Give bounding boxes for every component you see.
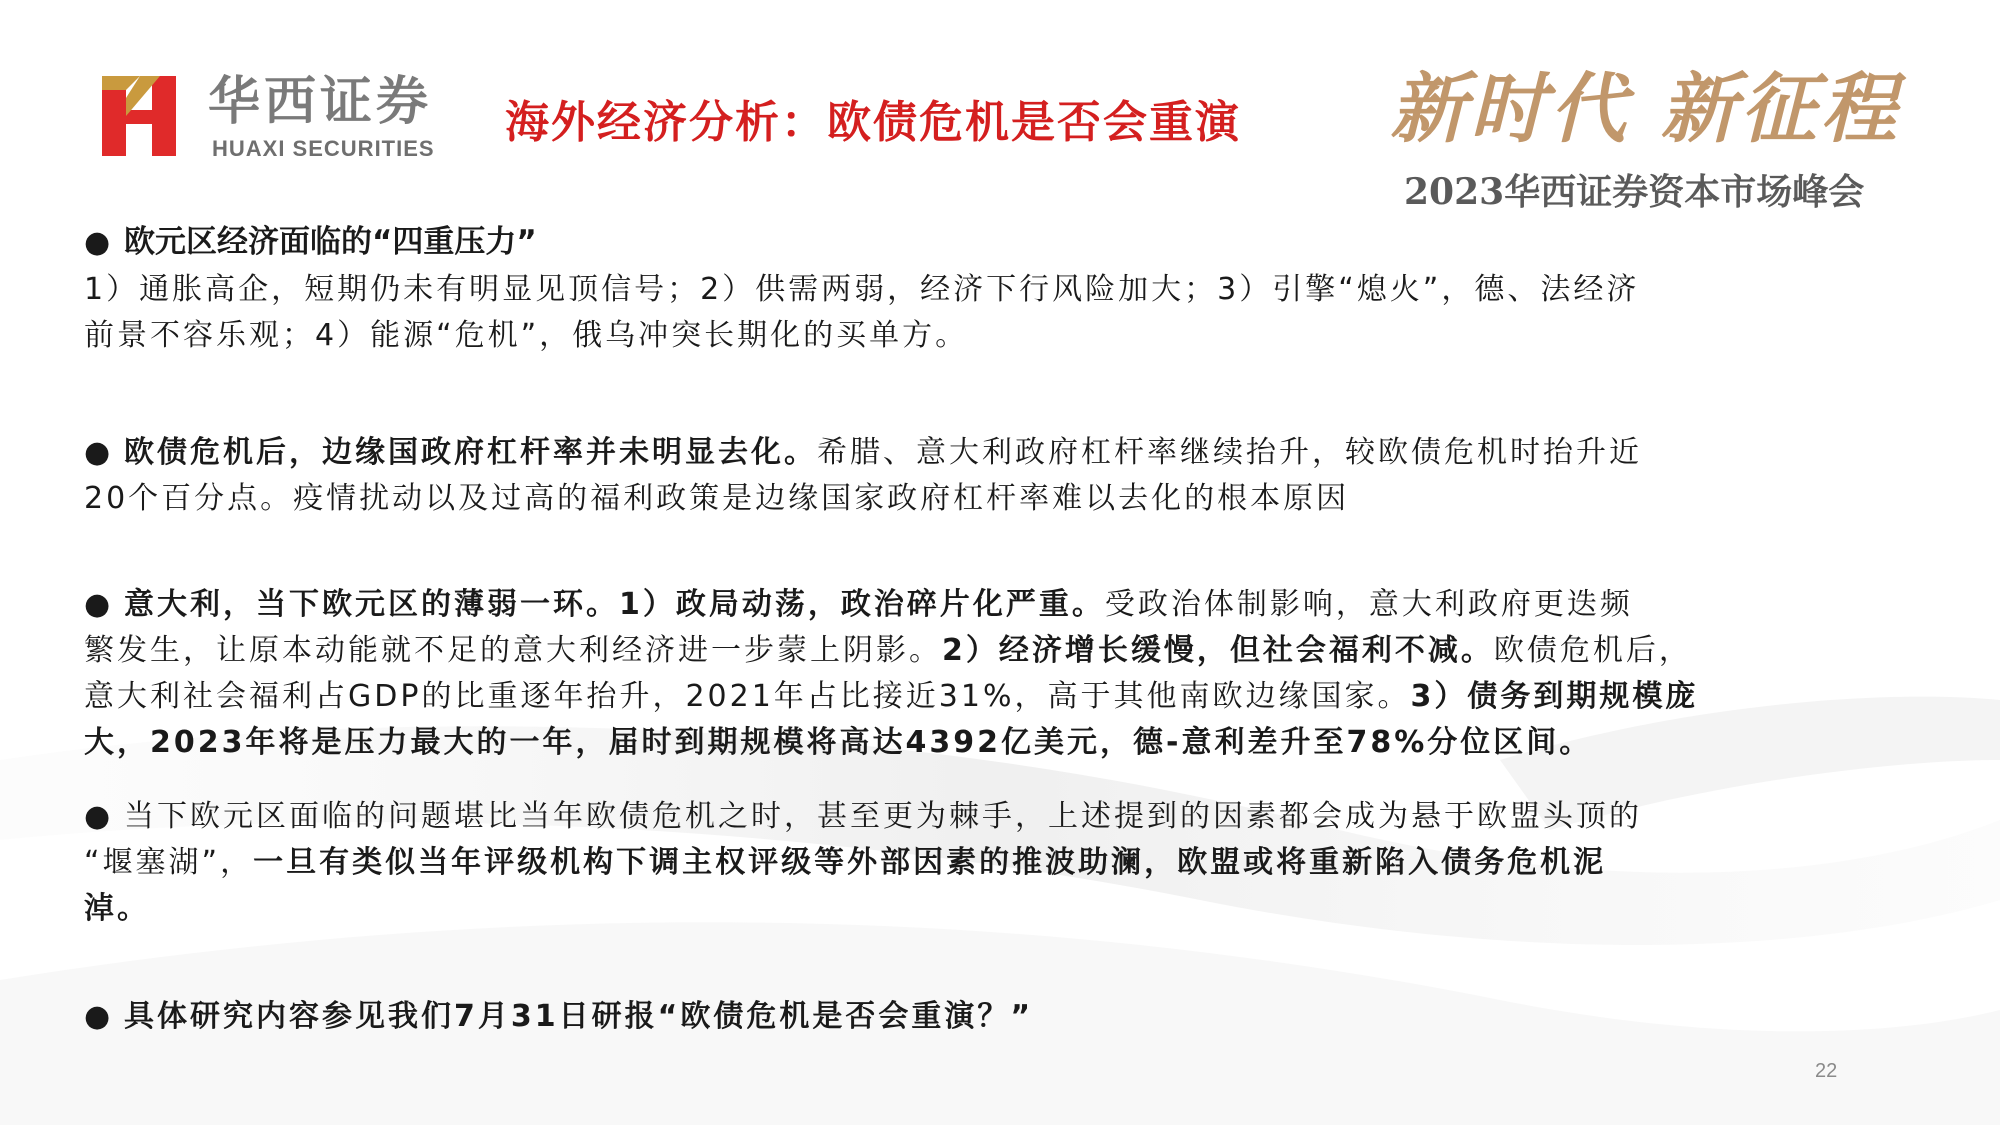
bold-text: 3）债务到期规模庞 (1410, 679, 1699, 714)
section-body (84, 582, 1904, 766)
section-heading (84, 218, 1904, 267)
body-text: 意大利社会福利占GDP的比重逐年抬升，2021年占比接近31%，高于其他南欧边缘国家。 (84, 679, 1411, 714)
section-four-pressures (84, 218, 1904, 359)
event-banner (1390, 64, 1900, 214)
body-text: 受政治体制影响，意大利政府更迭频 (1104, 587, 1633, 622)
body-text: 繁发生，让原本动能就不足的意大利经济进一步蒙上阴影。 (84, 633, 942, 668)
report-reference: 具体研究内容参见我们7月31日研报“欧债危机是否会重演？” (124, 999, 1034, 1034)
bold-text: 大，2023年将是压力最大的一年，届时到期规模将高达4392亿美元，德-意利差升至78%分位区间。 (84, 725, 1593, 760)
body-line: 1）通胀高企，短期仍未有明显见顶信号；2）供需两弱，经济下行风险加大；3）引擎“熄火”，德、法经济 (84, 272, 1640, 307)
logo-english-name: HUAXI SECURITIES (212, 136, 435, 161)
body-text: 当下欧元区面临的问题堪比当年欧债危机之时，甚至更为棘手，上述提到的因素都会成为悬于欧盟头顶的 (124, 799, 1642, 834)
bold-text: 一旦有类似当年评级机构下调主权评级等外部因素的推波助澜，欧盟或将重新陷入债务危机泥 (253, 845, 1607, 880)
bullet-icon: ● (84, 999, 114, 1034)
bold-text: 淖。 (84, 891, 150, 926)
body-text: “堰塞湖”， (84, 845, 254, 880)
body-text: 20个百分点。疫情扰动以及过高的福利政策是边缘国家政府杠杆率难以去化的根本原因 (84, 481, 1350, 516)
section-reference (84, 994, 1904, 1040)
logo-chinese-name: 华西证券 (208, 72, 433, 132)
bullet-icon: ● (84, 587, 114, 622)
event-slogan: 新时代 新征程 (1390, 64, 1901, 153)
page-number: 22 (1815, 1060, 1838, 1082)
bullet-icon: ● (84, 799, 114, 834)
body-line: 前景不容乐观；4）能源“危机”，俄乌冲突长期化的买单方。 (84, 318, 969, 353)
section-body (84, 430, 1904, 522)
bold-text: 2）经济增长缓慢，但社会福利不减。 (942, 633, 1494, 668)
event-name: 2023华西证券资本市场峰会 (1404, 171, 1865, 213)
section-italy (84, 582, 1904, 766)
section-body (84, 267, 1904, 359)
bullet-icon: ● (84, 225, 111, 260)
page-title: 海外经济分析：欧债危机是否会重演 (505, 97, 1241, 148)
section-conclusion (84, 794, 1904, 932)
bold-text: 意大利，当下欧元区的薄弱一环。1）政局动荡，政治碎片化严重。 (124, 587, 1105, 622)
section-body (84, 994, 1904, 1040)
huaxi-logo-mark (100, 70, 182, 162)
bold-lead: 欧债危机后，边缘国政府杠杆率并未明显去化。 (124, 435, 817, 470)
bullet-icon: ● (84, 435, 114, 470)
section-peripheral-leverage (84, 430, 1904, 522)
body-text: 欧债危机后， (1493, 633, 1692, 668)
body-text: 希腊、意大利政府杠杆率继续抬升，较欧债危机时抬升近 (817, 435, 1642, 470)
section-body (84, 794, 1904, 932)
heading-text: 欧元区经济面临的“四重压力” (124, 224, 537, 260)
company-logo (100, 70, 460, 170)
